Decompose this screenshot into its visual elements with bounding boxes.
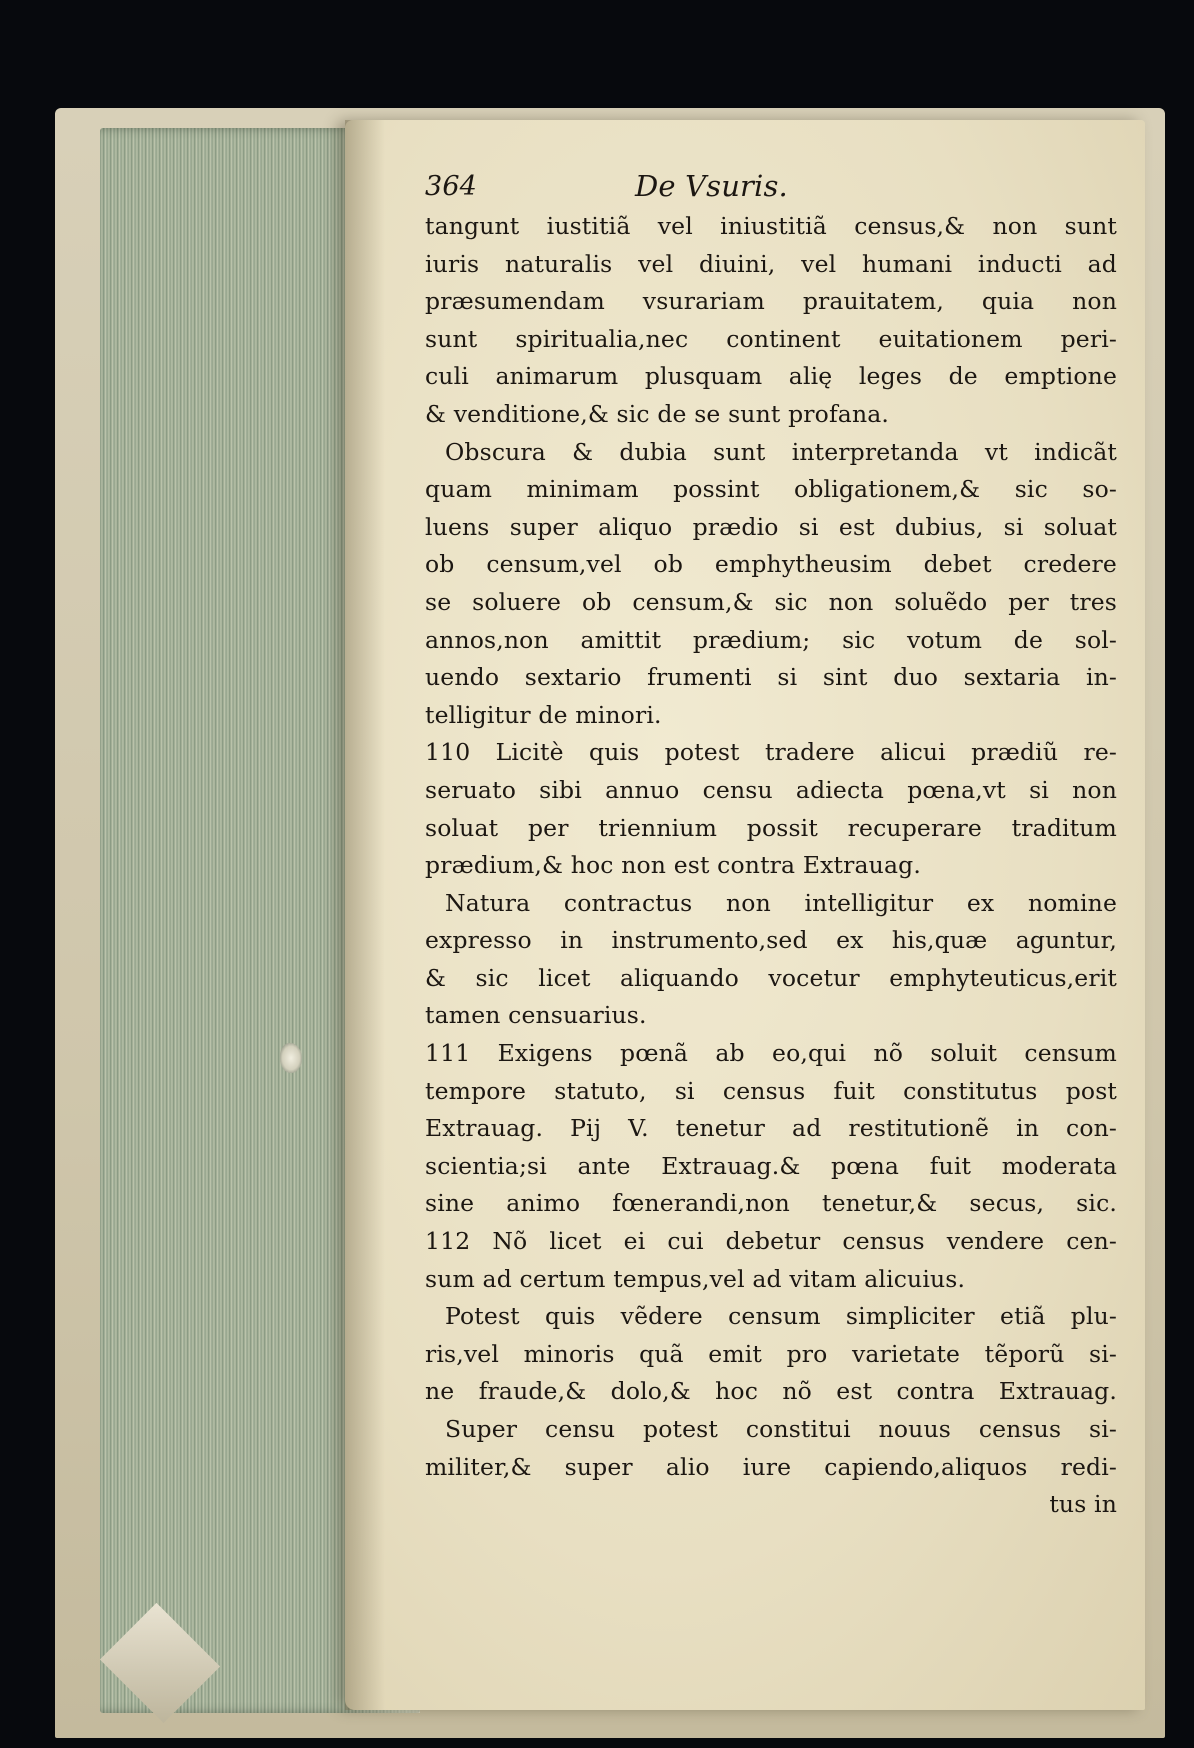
text-line: Natura contractus non intelligitur ex nomine xyxy=(445,888,1117,917)
text-line: sunt spiritualia,nec continent euitationem peri- xyxy=(425,324,1117,353)
text-line: tamen censuarius. xyxy=(425,1001,647,1030)
text-line: expresso in instrumento,sed ex his,quæ aguntur, xyxy=(425,926,1117,955)
text-line: sum ad certum tempus,vel ad vitam alicuius. xyxy=(425,1264,966,1293)
text-line: annos,non amittit prædium; sic votum de sol- xyxy=(425,625,1117,654)
text-line: Obscura & dubia sunt interpretanda vt indicãt xyxy=(445,437,1117,466)
text-line: soluat per triennium possit recuperare traditum xyxy=(425,813,1117,842)
text-line: 112 Nõ licet ei cui debetur census vendere cen- xyxy=(425,1227,1117,1256)
text-line: luens super aliquo prædio si est dubius, si soluat xyxy=(425,512,1117,541)
text-line: præsumendam vsurariam prauitatem, quia non xyxy=(425,287,1117,316)
running-title: De Vsuris. xyxy=(635,169,788,203)
text-line: Potest quis vẽdere censum simpliciter etiã plu- xyxy=(445,1302,1117,1331)
text-line: sine animo fœnerandi,non tenetur,& secus, sic. xyxy=(425,1189,1117,1218)
page-text xyxy=(425,168,1117,1524)
text-line: telligitur de minori. xyxy=(425,700,662,729)
page-gutter-shadow xyxy=(345,120,385,1710)
page-number: 364 xyxy=(425,171,477,202)
text-line: culi animarum plusquam alię leges de emptione xyxy=(425,362,1117,391)
text-line: prædium,& hoc non est contra Extrauag. xyxy=(425,851,921,880)
text-line: seruato sibi annuo censu adiecta pœna,vt si non xyxy=(425,775,1117,804)
text-line: uendo sextario frumenti si sint duo sextaria in- xyxy=(425,663,1117,692)
worm-hole xyxy=(280,1043,302,1073)
text-line: militer,& super alio iure capiendo,aliquos redi- xyxy=(425,1452,1117,1481)
text-line: 110 Licitè quis potest tradere alicui prædiũ re- xyxy=(425,738,1117,767)
text-line: & venditione,& sic de se sunt profana. xyxy=(425,399,890,428)
text-line: scientia;si ante Extrauag.& pœna fuit moderata xyxy=(425,1151,1117,1180)
text-lines xyxy=(425,208,1117,1524)
text-line: ne fraude,& dolo,& hoc nõ est contra Extrauag. xyxy=(425,1377,1117,1406)
page-header xyxy=(425,168,1117,208)
text-line: & sic licet aliquando vocetur emphyteuticus,erit xyxy=(425,963,1117,992)
text-line: 111 Exigens pœnã ab eo,qui nõ soluit censum xyxy=(425,1039,1117,1068)
text-line: quam minimam possint obligationem,& sic so- xyxy=(425,475,1117,504)
text-line: iuris naturalis vel diuini, vel humani inducti ad xyxy=(425,249,1117,278)
catchword: tus in xyxy=(1049,1490,1117,1519)
text-line: ris,vel minoris quã emit pro varietate tẽporũ si- xyxy=(425,1339,1117,1368)
text-line: Extrauag. Pij V. tenetur ad restitutionẽ in con- xyxy=(425,1114,1117,1143)
text-line: se soluere ob censum,& sic non soluẽdo per tres xyxy=(425,587,1117,616)
text-line: Super censu potest constitui nouus census si- xyxy=(445,1415,1117,1443)
text-line: tangunt iustitiã vel iniustitiã census,& non sunt xyxy=(425,212,1117,240)
text-line: ob censum,vel ob emphytheusim debet credere xyxy=(425,550,1117,579)
text-line: tempore statuto, si census fuit constitutus post xyxy=(425,1076,1117,1105)
